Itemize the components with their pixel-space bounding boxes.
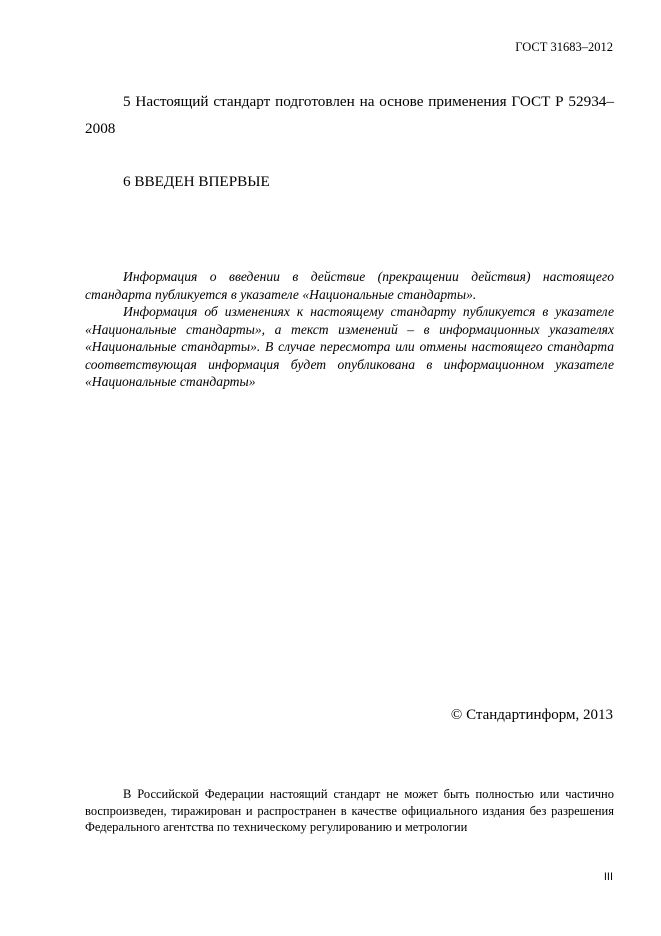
section-6-paragraph: 6 ВВЕДЕН ВПЕРВЫЕ (123, 173, 270, 190)
rights-notice-block (85, 786, 614, 836)
section-5-paragraph: 5 Настоящий стандарт подготовлен на основе применения ГОСТ Р 52934–2008 (85, 93, 614, 137)
info-paragraph-introduction: Информация о введении в действие (прекращении действия) настоящего стандарта публикуется в указателе «Национальные стандарты». (85, 269, 614, 302)
rights-notice-paragraph: В Российской Федерации настоящий стандарт не может быть полностью или частично воспроизведен, тиражирован и распространен в качестве официального издания без разрешения Федерального агентства по техническому регулированию и метрологии (85, 787, 614, 834)
page-number: III (603, 871, 613, 883)
info-paragraph-changes: Информация об изменениях к настоящему стандарту публикуется в указателе «Национальные стандарты», а текст изменений – в информационных указателях «Национальные стандарты». В случае пересмотра или отмены настоящего стандарта соответствующая информация будет опубликована в информационном указателе «Национальные стандарты» (85, 304, 614, 389)
publication-info-block (85, 268, 614, 391)
document-header-id: ГОСТ 31683–2012 (515, 40, 613, 54)
copyright-line: © Стандартинформ, 2013 (450, 707, 613, 723)
